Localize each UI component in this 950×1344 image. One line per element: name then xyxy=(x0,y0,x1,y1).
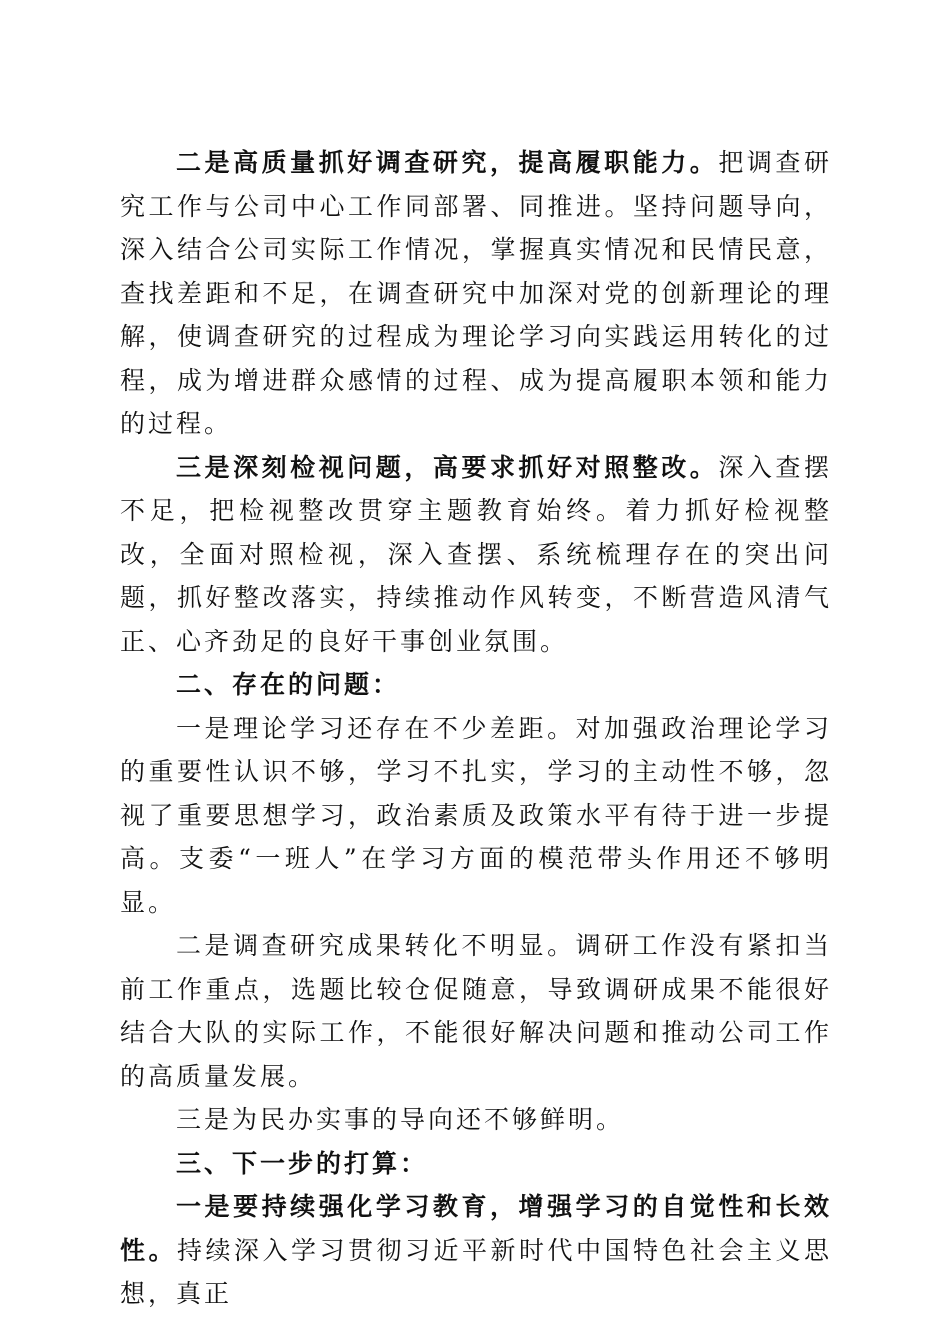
problem-lead: 二是调查研究成果转化不明显。 xyxy=(176,931,576,960)
paragraph-text: 深入查摆不足，把检视整改贯穿主题教育始终。着力抓好检视整改，全面对照检视，深入查摆、系统梳理存在的突出问题，抓好整改落实，持续推动作风转变，不断营造风清气正、心齐劲足的良好干事创业氛围。 xyxy=(120,452,832,656)
problem-text: 对加强政治理论学习的重要性认识不够，学习不扎实，学习的主动性不够，忽视了重要思想学习，政治素质及政策水平有待于进一步提高。支委“一班人”在学习方面的模范带头作用还不够明显。 xyxy=(120,713,832,917)
section-heading-next-steps: 三、下一步的打算： xyxy=(176,1148,429,1178)
paragraph-research xyxy=(120,141,832,446)
plan-text: 持续深入学习贯彻习近平新时代中国特色社会主义思想，真正 xyxy=(120,1235,832,1308)
paragraph-lead: 二是高质量抓好调查研究，提高履职能力。 xyxy=(176,148,719,177)
paragraph-text: 把调查研究工作与公司中心工作同部署、同推进。坚持问题导向，深入结合公司实际工作情况，掌握真实情况和民情民意，查找差距和不足，在调查研究中加深对党的创新理论的理解，使调查研究的过程成为理论学习向实践运用转化的过程，成为增进群众感情的过程、成为提高履职本领和能力的过程。 xyxy=(120,148,832,438)
problem-item-2 xyxy=(120,924,832,1098)
problem-item-3 xyxy=(120,1098,832,1142)
problem-text: 调研工作没有紧扣当前工作重点，选题比较仓促随意，导致调研成果不能很好结合大队的实际工作，不能很好解决问题和推动公司工作的高质量发展。 xyxy=(120,931,832,1091)
problem-item-1 xyxy=(120,707,832,925)
problem-lead: 三是为民办实事的导向还不够鲜明。 xyxy=(176,1105,625,1134)
section-heading-problems: 二、存在的问题： xyxy=(176,670,401,699)
document-body xyxy=(120,141,832,1316)
problem-lead: 一是理论学习还存在不少差距。 xyxy=(176,713,576,743)
plan-lead: 一是要持续强化学习教育，增强学习的自觉性和长效性。 xyxy=(120,1192,832,1265)
paragraph-lead: 三是深刻检视问题，高要求抓好对照整改。 xyxy=(176,452,719,482)
paragraph-rectification xyxy=(120,446,832,664)
plan-item-1 xyxy=(120,1185,832,1316)
